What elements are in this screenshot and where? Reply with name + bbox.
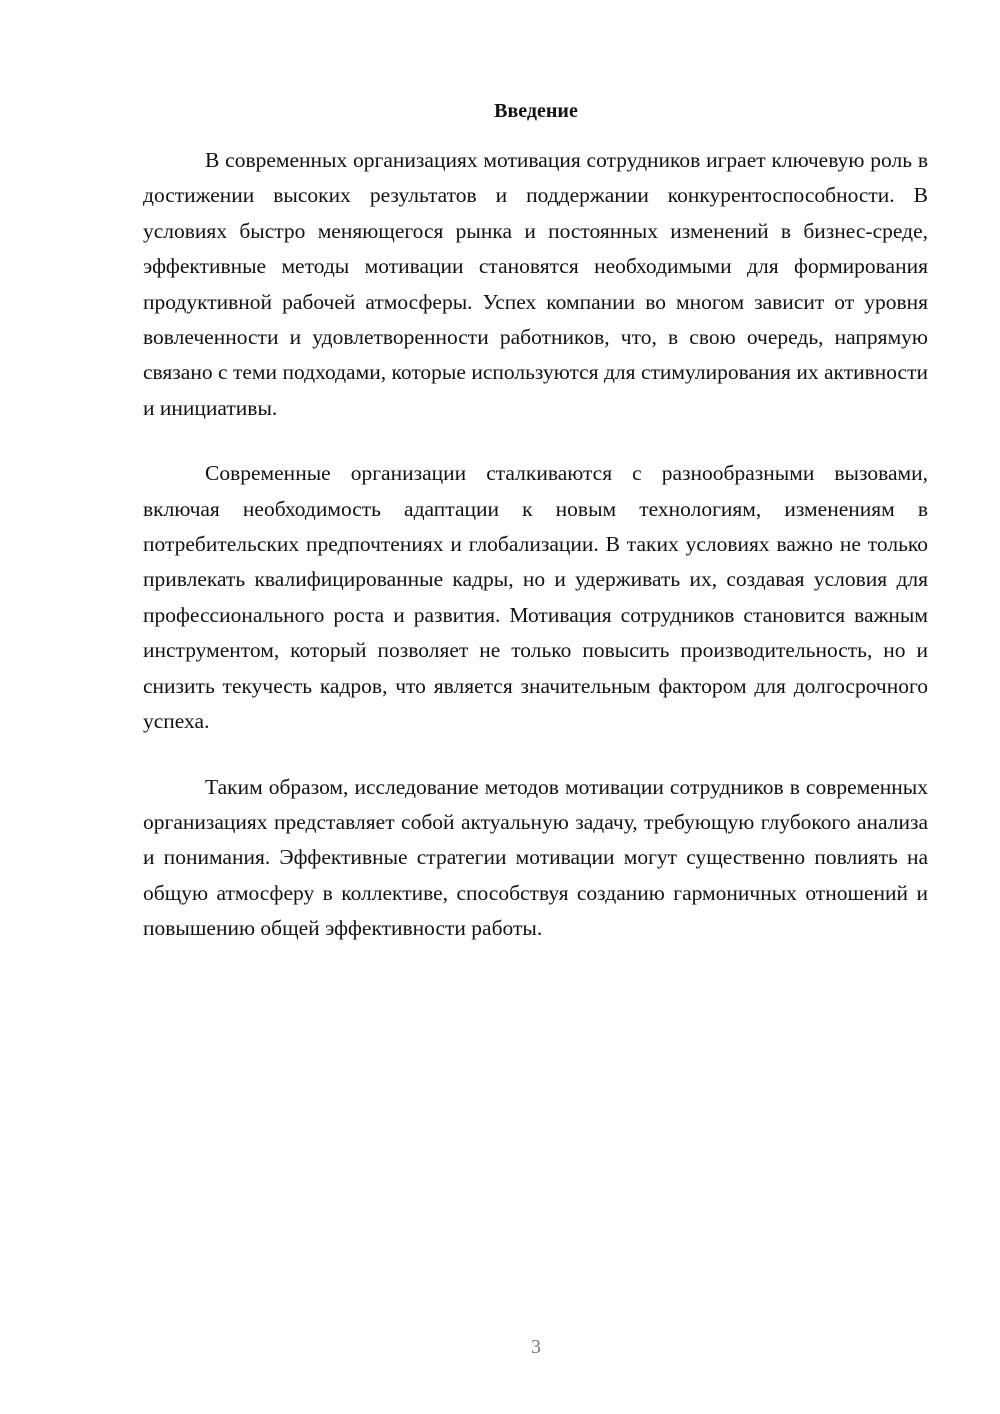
paragraph-2: Современные организации сталкиваются с разнообразными вызовами, включая необходимость адаптации к новым технологиям, изменениям в потребительских предпочтениях и глобализации. В таких условиях важно не только привлекать квалифицированные кадры, но и удерживать их, создавая условия для профессионального роста и развития. Мотивация сотрудников становится важным инструментом, который позволяет не только повысить производительность, но и снизить текучесть кадров, что является значительным фактором для долгосрочного успеха. xyxy=(143,461,928,734)
section-heading: Введение xyxy=(494,100,578,122)
body-text xyxy=(143,143,928,977)
paragraph-1: В современных организациях мотивация сотрудников играет ключевую роль в достижении высоких результатов и поддержании конкурентоспособности. В условиях быстро меняющегося рынка и постоянных изменений в бизнес-среде, эффективные методы мотивации становятся необходимыми для формирования продуктивной рабочей атмосферы. Успех компании во многом зависит от уровня вовлеченности и удовлетворенности работников, что, в свою очередь, напрямую связано с теми подходами, которые используются для стимулирования их активности и инициативы. xyxy=(143,148,928,420)
paragraph-3: Таким образом, исследование методов мотивации сотрудников в современных организациях представляет собой актуальную задачу, требующую глубокого анализа и понимания. Эффективные стратегии мотивации могут существенно повлиять на общую атмосферу в коллективе, способствуя созданию гармоничных отношений и повышению общей эффективности работы. xyxy=(143,774,928,941)
page-number: 3 xyxy=(531,1336,541,1358)
